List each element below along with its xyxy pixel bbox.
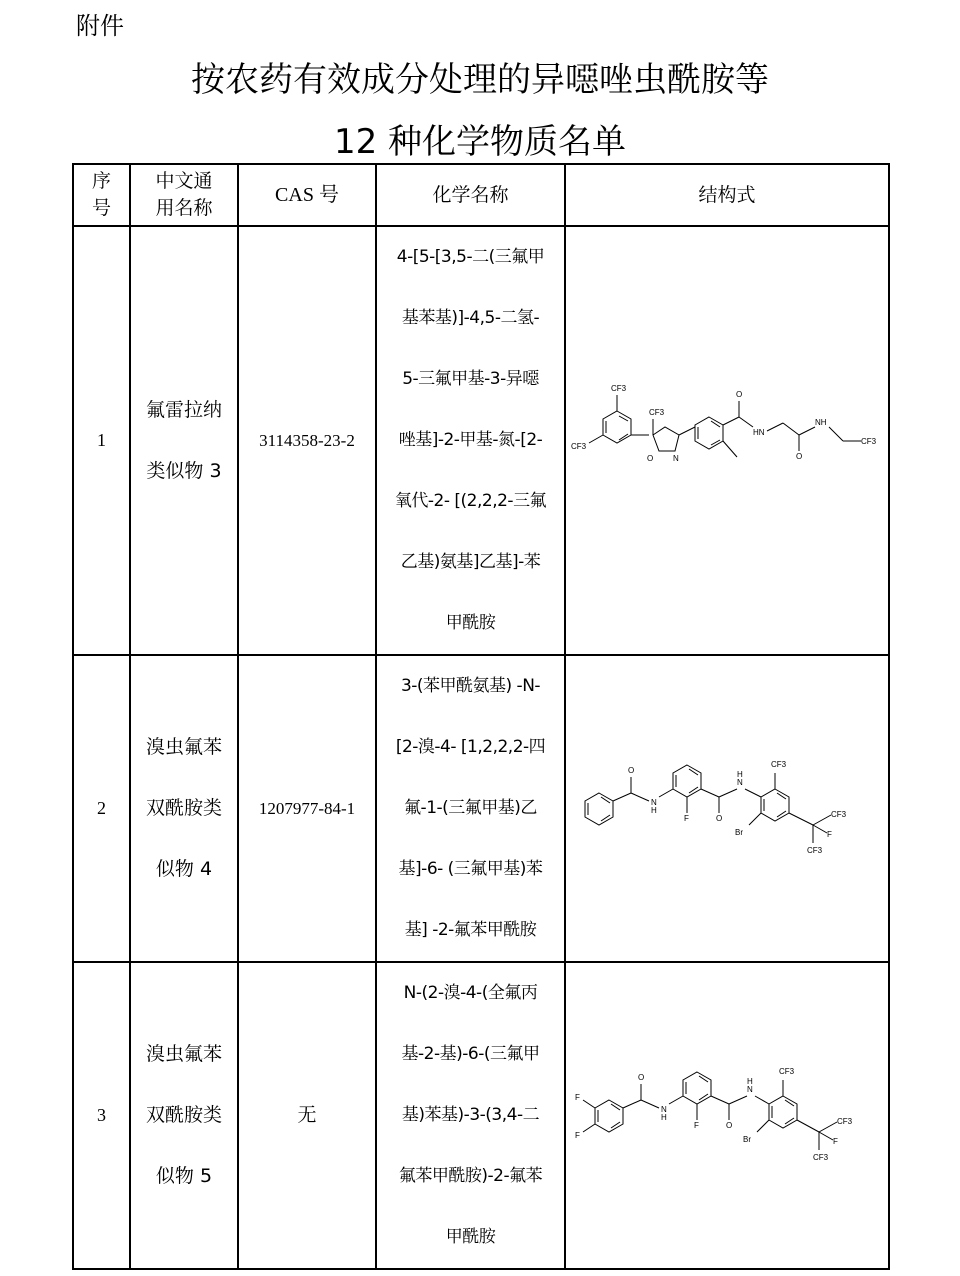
svg-text:H: H: [651, 805, 657, 815]
header-index: 序 号: [73, 164, 130, 226]
svg-text:O: O: [736, 389, 743, 399]
svg-text:CF3: CF3: [807, 845, 823, 855]
svg-text:O: O: [726, 1120, 733, 1130]
svg-text:F: F: [827, 829, 832, 839]
svg-text:O: O: [796, 451, 803, 461]
header-common-name: 中文通 用名称: [130, 164, 238, 226]
row-structure: [565, 962, 889, 1269]
svg-text:Br: Br: [743, 1134, 751, 1144]
row-common-name: 氟雷拉纳 类似物 3: [130, 226, 238, 655]
chemical-list-table: [72, 163, 890, 1270]
header-structure: 结构式: [565, 164, 889, 226]
svg-text:CF3: CF3: [831, 809, 847, 819]
row-structure: [565, 655, 889, 962]
structure-diagram-3: [569, 1056, 885, 1176]
header-chemical-name: 化学名称: [376, 164, 565, 226]
svg-text:H: H: [747, 1076, 753, 1086]
row-cas: 无: [238, 962, 376, 1269]
row-index: 2: [73, 655, 130, 962]
svg-text:N: N: [651, 797, 657, 807]
svg-text:O: O: [716, 813, 723, 823]
svg-text:HN: HN: [753, 427, 765, 437]
document-title-line1: 按农药有效成分处理的异噁唑虫酰胺等: [191, 60, 769, 100]
row-index: 1: [73, 226, 130, 655]
svg-text:NH: NH: [815, 417, 827, 427]
header-cas: CAS 号: [238, 164, 376, 226]
svg-text:F: F: [694, 1120, 699, 1130]
svg-text:F: F: [575, 1092, 580, 1102]
table-row: [73, 655, 889, 962]
attachment-label: 附件: [76, 12, 124, 40]
document-title-line2: 12 种化学物质名单: [333, 122, 627, 162]
row-chemical-name: N-(2-溴-4-(全氟丙 基-2-基)-6-(三氟甲 基)苯基)-3-(3,4-二 氟苯甲酰胺)-2-氟苯 甲酰胺: [376, 962, 565, 1269]
row-cas: 3114358-23-2: [238, 226, 376, 655]
svg-text:N: N: [673, 453, 679, 463]
table-row: [73, 962, 889, 1269]
svg-text:CF3: CF3: [571, 441, 587, 451]
row-common-name: 溴虫氟苯 双酰胺类 似物 4: [130, 655, 238, 962]
svg-text:N: N: [737, 777, 743, 787]
svg-text:F: F: [684, 813, 689, 823]
svg-text:N: N: [661, 1104, 667, 1114]
svg-text:H: H: [737, 769, 743, 779]
structure-diagram-2: [569, 749, 885, 869]
svg-text:CF3: CF3: [779, 1066, 795, 1076]
row-index: 3: [73, 962, 130, 1269]
structure-diagram-1: [569, 371, 885, 511]
svg-text:CF3: CF3: [813, 1152, 829, 1162]
svg-text:O: O: [647, 453, 654, 463]
svg-text:CF3: CF3: [611, 383, 627, 393]
table-header-row: [73, 164, 889, 226]
svg-text:O: O: [638, 1072, 645, 1082]
svg-text:F: F: [833, 1136, 838, 1146]
svg-text:CF3: CF3: [861, 436, 877, 446]
svg-text:Br: Br: [735, 827, 743, 837]
row-common-name: 溴虫氟苯 双酰胺类 似物 5: [130, 962, 238, 1269]
row-structure: [565, 226, 889, 655]
table-row: [73, 226, 889, 655]
svg-text:H: H: [661, 1112, 667, 1122]
row-chemical-name: 3-(苯甲酰氨基) -N- [2-溴-4- [1,2,2,2-四 氟-1-(三氟甲基)乙 基]-6- (三氟甲基)苯 基] -2-氟苯甲酰胺: [376, 655, 565, 962]
row-chemical-name: 4-[5-[3,5-二(三氟甲 基苯基)]-4,5-二氢- 5-三氟甲基-3-异噁 唑基]-2-甲基-氮-[2- 氧代-2- [(2,2,2-三氟 乙基)氨基]乙基]-苯 甲酰胺: [376, 226, 565, 655]
svg-text:CF3: CF3: [837, 1116, 853, 1126]
svg-text:CF3: CF3: [649, 407, 665, 417]
svg-text:CF3: CF3: [771, 759, 787, 769]
row-cas: 1207977-84-1: [238, 655, 376, 962]
svg-text:F: F: [575, 1130, 580, 1140]
svg-text:O: O: [628, 765, 635, 775]
svg-text:N: N: [747, 1084, 753, 1094]
